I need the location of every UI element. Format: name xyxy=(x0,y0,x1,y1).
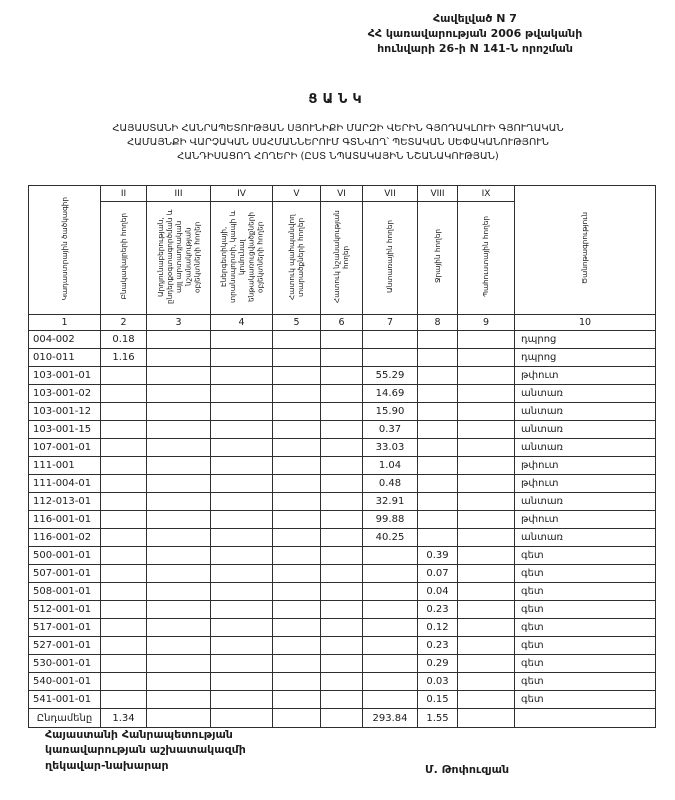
cell-infrastructure xyxy=(211,655,273,673)
header-reserve-lands xyxy=(458,202,515,315)
cell-reserve xyxy=(458,709,515,728)
roman-numeral: V xyxy=(273,186,321,202)
header-water-lands xyxy=(418,202,458,315)
cell-industrial xyxy=(147,403,211,421)
cell-settlement xyxy=(101,457,147,475)
cell-cadastral-code: 103-001-15 xyxy=(29,421,101,439)
cell-water xyxy=(418,457,458,475)
table-row xyxy=(29,331,656,349)
cell-water xyxy=(418,511,458,529)
cell-remark: գետ xyxy=(515,691,656,709)
cell-protected xyxy=(273,529,321,547)
cell-forest: 0.37 xyxy=(363,421,418,439)
header-special-purpose-lands-label: Հատուկ նշանակության հողեր xyxy=(332,210,351,303)
cell-settlement xyxy=(101,673,147,691)
column-number: 4 xyxy=(211,315,273,331)
cell-reserve xyxy=(458,601,515,619)
table-row xyxy=(29,421,656,439)
table-row xyxy=(29,547,656,565)
cell-infrastructure xyxy=(211,547,273,565)
cell-special xyxy=(321,583,363,601)
cell-water: 0.23 xyxy=(418,637,458,655)
cell-special xyxy=(321,475,363,493)
cell-water: 0.15 xyxy=(418,691,458,709)
cell-reserve xyxy=(458,457,515,475)
cell-settlement xyxy=(101,385,147,403)
cell-reserve xyxy=(458,511,515,529)
cell-settlement xyxy=(101,421,147,439)
cell-protected xyxy=(273,709,321,728)
cell-protected xyxy=(273,655,321,673)
cell-infrastructure xyxy=(211,637,273,655)
roman-numeral: VIII xyxy=(418,186,458,202)
cell-protected xyxy=(273,367,321,385)
roman-numeral: VI xyxy=(321,186,363,202)
total-row xyxy=(29,709,656,728)
cell-infrastructure xyxy=(211,439,273,457)
cell-protected xyxy=(273,349,321,367)
roman-numeral: IV xyxy=(211,186,273,202)
cell-protected xyxy=(273,637,321,655)
cell-industrial xyxy=(147,367,211,385)
column-number: 9 xyxy=(458,315,515,331)
table-row xyxy=(29,511,656,529)
cell-cadastral-code: 116-001-01 xyxy=(29,511,101,529)
subtitle-line: ՀԱՆԴԻՍԱՑՈՂ ՀՈՂԵՐԻ (ԸՍՏ ՆՊԱՏԱԿԱՅԻՆ ՆՇԱՆԱԿՈՒԹՅԱՆ) xyxy=(177,151,499,162)
cell-forest xyxy=(363,583,418,601)
cell-forest xyxy=(363,565,418,583)
cell-infrastructure xyxy=(211,691,273,709)
table-row xyxy=(29,601,656,619)
table-row xyxy=(29,637,656,655)
cell-industrial xyxy=(147,655,211,673)
cell-reserve xyxy=(458,547,515,565)
header-remark-label: Ծանոթագրություն xyxy=(580,212,590,285)
cell-infrastructure xyxy=(211,331,273,349)
cell-infrastructure xyxy=(211,349,273,367)
cell-industrial xyxy=(147,637,211,655)
cell-cadastral-code: 500-001-01 xyxy=(29,547,101,565)
cell-protected xyxy=(273,475,321,493)
cell-reserve xyxy=(458,673,515,691)
cell-settlement xyxy=(101,439,147,457)
cell-remark: գետ xyxy=(515,601,656,619)
cell-industrial xyxy=(147,349,211,367)
cell-reserve xyxy=(458,331,515,349)
cell-special xyxy=(321,457,363,475)
cell-forest: 99.88 xyxy=(363,511,418,529)
cell-remark: անտառ xyxy=(515,421,656,439)
cell-reserve xyxy=(458,583,515,601)
appendix-line: Հավելված N 7 xyxy=(433,12,517,25)
cell-water xyxy=(418,349,458,367)
cell-forest: 1.04 xyxy=(363,457,418,475)
cell-forest: 14.69 xyxy=(363,385,418,403)
column-number: 10 xyxy=(515,315,656,331)
cell-water: 0.23 xyxy=(418,601,458,619)
cell-remark: դպրոց xyxy=(515,349,656,367)
cell-remark: գետ xyxy=(515,547,656,565)
cell-industrial xyxy=(147,601,211,619)
column-number: 8 xyxy=(418,315,458,331)
cell-forest: 32.91 xyxy=(363,493,418,511)
cell-remark: թփուտ xyxy=(515,511,656,529)
land-register-table xyxy=(28,185,656,728)
table-row xyxy=(29,529,656,547)
cell-remark: անտառ xyxy=(515,493,656,511)
cell-industrial xyxy=(147,673,211,691)
cell-special xyxy=(321,619,363,637)
cell-protected xyxy=(273,691,321,709)
cell-industrial xyxy=(147,583,211,601)
cell-infrastructure xyxy=(211,511,273,529)
cell-protected xyxy=(273,673,321,691)
cell-cadastral-code: 010-011 xyxy=(29,349,101,367)
cell-infrastructure xyxy=(211,385,273,403)
cell-protected xyxy=(273,619,321,637)
page-title: ՑԱՆԿ xyxy=(308,92,367,107)
cell-forest xyxy=(363,349,418,367)
cell-forest xyxy=(363,331,418,349)
table-row xyxy=(29,439,656,457)
cell-forest xyxy=(363,637,418,655)
cell-industrial xyxy=(147,493,211,511)
cell-industrial xyxy=(147,421,211,439)
cell-settlement xyxy=(101,691,147,709)
cell-special xyxy=(321,349,363,367)
cell-forest xyxy=(363,691,418,709)
cell-special xyxy=(321,673,363,691)
table-row xyxy=(29,583,656,601)
cell-infrastructure xyxy=(211,673,273,691)
cell-cadastral-code: 530-001-01 xyxy=(29,655,101,673)
cell-remark: գետ xyxy=(515,565,656,583)
table-row xyxy=(29,457,656,475)
cell-forest xyxy=(363,601,418,619)
cell-industrial xyxy=(147,709,211,728)
table-row xyxy=(29,565,656,583)
cell-special xyxy=(321,655,363,673)
appendix-line: հունվարի 26-ի N 141-Ն որոշման xyxy=(377,41,573,55)
cell-reserve xyxy=(458,637,515,655)
cell-infrastructure xyxy=(211,565,273,583)
header-protected-lands xyxy=(273,202,321,315)
cell-cadastral-code: 527-001-01 xyxy=(29,637,101,655)
column-number: 5 xyxy=(273,315,321,331)
header-protected-lands-label: Հատուկ պահպանվող տարածքների հողեր xyxy=(287,213,306,300)
column-number: 1 xyxy=(29,315,101,331)
cell-infrastructure xyxy=(211,403,273,421)
column-number: 7 xyxy=(363,315,418,331)
cell-industrial xyxy=(147,511,211,529)
table-row xyxy=(29,349,656,367)
cell-industrial xyxy=(147,547,211,565)
appendix-line: ՀՀ կառավարության 2006 թվականի xyxy=(367,26,583,40)
cell-special xyxy=(321,367,363,385)
header-industrial-lands xyxy=(147,202,211,315)
cell-water xyxy=(418,475,458,493)
cell-settlement xyxy=(101,475,147,493)
total-label: Ընդամենը xyxy=(29,709,101,728)
cell-infrastructure xyxy=(211,619,273,637)
cell-remark xyxy=(515,709,656,728)
header-forest-lands xyxy=(363,202,418,315)
cell-industrial xyxy=(147,457,211,475)
cell-infrastructure xyxy=(211,367,273,385)
cell-water xyxy=(418,421,458,439)
cell-settlement xyxy=(101,637,147,655)
cell-cadastral-code: 004-002 xyxy=(29,331,101,349)
header-water-lands-label: Ջրային հողեր xyxy=(432,229,442,284)
cell-cadastral-code: 103-001-12 xyxy=(29,403,101,421)
cell-protected xyxy=(273,565,321,583)
cell-protected xyxy=(273,457,321,475)
signatory-name: Մ. Թոփուզյան xyxy=(425,763,510,776)
cell-water xyxy=(418,403,458,421)
roman-numeral: VII xyxy=(363,186,418,202)
cell-settlement xyxy=(101,565,147,583)
cell-reserve xyxy=(458,475,515,493)
cell-settlement xyxy=(101,601,147,619)
cell-water: 0.39 xyxy=(418,547,458,565)
cell-forest xyxy=(363,619,418,637)
cell-remark: անտառ xyxy=(515,529,656,547)
appendix-header xyxy=(295,12,655,57)
header-settlement-lands-label: Բնակավայրերի հողեր xyxy=(118,213,128,300)
cell-cadastral-code: 111-004-01 xyxy=(29,475,101,493)
cell-forest xyxy=(363,673,418,691)
header-infrastructure-lands xyxy=(211,202,273,315)
cell-forest: 40.25 xyxy=(363,529,418,547)
cell-forest: 0.48 xyxy=(363,475,418,493)
cell-infrastructure xyxy=(211,421,273,439)
cell-remark: գետ xyxy=(515,619,656,637)
cell-infrastructure xyxy=(211,493,273,511)
cell-water xyxy=(418,385,458,403)
cell-settlement xyxy=(101,493,147,511)
cell-infrastructure xyxy=(211,457,273,475)
cell-settlement xyxy=(101,367,147,385)
cell-industrial xyxy=(147,565,211,583)
cell-special xyxy=(321,601,363,619)
cell-protected xyxy=(273,547,321,565)
column-number: 2 xyxy=(101,315,147,331)
cell-special xyxy=(321,709,363,728)
cell-infrastructure xyxy=(211,529,273,547)
cell-special xyxy=(321,493,363,511)
signatory-title-block xyxy=(45,727,345,773)
cell-water: 0.29 xyxy=(418,655,458,673)
cell-industrial xyxy=(147,529,211,547)
cell-remark: գետ xyxy=(515,637,656,655)
cell-remark: անտառ xyxy=(515,385,656,403)
cell-reserve xyxy=(458,385,515,403)
cell-cadastral-code: 103-001-01 xyxy=(29,367,101,385)
cell-cadastral-code: 112-013-01 xyxy=(29,493,101,511)
subtitle-line: ՀԱՄԱՅՆՔԻ ՎԱՐՉԱԿԱՆ ՍԱՀՄԱՆՆԵՐՈՒՄ ԳՏՆՎՈՂ՝ ՊԵՏԱԿԱՆ ՍԵՓԱԿԱՆՈՒԹՅՈՒՆ xyxy=(127,137,549,148)
signatory-title-line: Հայաստանի Հանրապետության xyxy=(45,728,233,741)
cell-water: 0.07 xyxy=(418,565,458,583)
cell-special xyxy=(321,565,363,583)
cell-settlement xyxy=(101,529,147,547)
cell-settlement xyxy=(101,619,147,637)
cell-cadastral-code: 116-001-02 xyxy=(29,529,101,547)
cell-remark: գետ xyxy=(515,655,656,673)
cell-cadastral-code: 512-001-01 xyxy=(29,601,101,619)
cell-settlement xyxy=(101,547,147,565)
roman-numeral: III xyxy=(147,186,211,202)
cell-protected xyxy=(273,331,321,349)
cell-protected xyxy=(273,439,321,457)
roman-numeral-row xyxy=(29,186,656,202)
header-cadastral-code xyxy=(29,186,101,315)
cell-remark: գետ xyxy=(515,673,656,691)
cell-cadastral-code: 111-001 xyxy=(29,457,101,475)
cell-forest: 33.03 xyxy=(363,439,418,457)
cell-forest: 55.29 xyxy=(363,367,418,385)
cell-infrastructure xyxy=(211,709,273,728)
roman-numeral: II xyxy=(101,186,147,202)
cell-infrastructure xyxy=(211,601,273,619)
table-row xyxy=(29,475,656,493)
cell-forest: 15.90 xyxy=(363,403,418,421)
page-subtitle xyxy=(28,122,648,164)
cell-remark: թփուտ xyxy=(515,457,656,475)
cell-special xyxy=(321,331,363,349)
cell-protected xyxy=(273,493,321,511)
cell-reserve xyxy=(458,403,515,421)
cell-special xyxy=(321,511,363,529)
cell-industrial xyxy=(147,475,211,493)
table-row xyxy=(29,493,656,511)
cell-reserve xyxy=(458,493,515,511)
table-row xyxy=(29,367,656,385)
column-number: 6 xyxy=(321,315,363,331)
cell-industrial xyxy=(147,619,211,637)
table-row xyxy=(29,619,656,637)
cell-reserve xyxy=(458,655,515,673)
subtitle-line: ՀԱՅԱՍՏԱՆԻ ՀԱՆՐԱՊԵՏՈՒԹՅԱՆ ՍՅՈՒՆԻՔԻ ՄԱՐԶԻ ՎԵՐԻՆ ԳՅՈԴԱԿԼՈՒԻ ԳՅՈՒՂԱԿԱՆ xyxy=(112,123,564,134)
cell-forest xyxy=(363,547,418,565)
cell-water xyxy=(418,439,458,457)
table-row xyxy=(29,673,656,691)
cell-special xyxy=(321,529,363,547)
header-remark xyxy=(515,186,656,315)
cell-settlement xyxy=(101,403,147,421)
header-infrastructure-lands-label: Էներգետիկայի, տրանսպորտի, կապի և կոմունալ ենթակառուցվածքների օբյեկտների հողեր xyxy=(218,210,265,303)
cell-special xyxy=(321,385,363,403)
header-settlement-lands xyxy=(101,202,147,315)
cell-water xyxy=(418,529,458,547)
cell-protected xyxy=(273,511,321,529)
cell-settlement: 0.18 xyxy=(101,331,147,349)
cell-reserve xyxy=(458,565,515,583)
cell-settlement: 1.16 xyxy=(101,349,147,367)
header-forest-lands-label: Անտառային հողեր xyxy=(385,220,395,293)
table-row xyxy=(29,403,656,421)
cell-remark: թփուտ xyxy=(515,367,656,385)
cell-special xyxy=(321,403,363,421)
signatory-title-line: ղեկավար-նախարար xyxy=(45,758,169,772)
cell-water: 1.55 xyxy=(418,709,458,728)
cell-cadastral-code: 507-001-01 xyxy=(29,565,101,583)
cell-special xyxy=(321,547,363,565)
column-number: 3 xyxy=(147,315,211,331)
cell-forest: 293.84 xyxy=(363,709,418,728)
cell-reserve xyxy=(458,691,515,709)
cell-cadastral-code: 107-001-01 xyxy=(29,439,101,457)
cell-reserve xyxy=(458,367,515,385)
header-special-purpose-lands xyxy=(321,202,363,315)
cell-special xyxy=(321,637,363,655)
cell-reserve xyxy=(458,421,515,439)
header-industrial-lands-label: Արդյունաբերության, ընդերքօգտագործման և այլ արտադրական նշանակության օբյեկտների հողեր xyxy=(155,209,202,304)
cell-special xyxy=(321,421,363,439)
signatory-title-line: կառավարության աշխատակազմի xyxy=(45,743,246,757)
cell-settlement xyxy=(101,655,147,673)
cell-cadastral-code: 541-001-01 xyxy=(29,691,101,709)
column-number-row xyxy=(29,315,656,331)
cell-settlement xyxy=(101,583,147,601)
cell-industrial xyxy=(147,439,211,457)
cell-remark: անտառ xyxy=(515,439,656,457)
cell-water: 0.03 xyxy=(418,673,458,691)
cell-industrial xyxy=(147,691,211,709)
cell-water xyxy=(418,331,458,349)
table-row xyxy=(29,385,656,403)
cell-protected xyxy=(273,601,321,619)
cell-protected xyxy=(273,421,321,439)
cell-reserve xyxy=(458,619,515,637)
cell-reserve xyxy=(458,529,515,547)
cell-reserve xyxy=(458,349,515,367)
cell-cadastral-code: 517-001-01 xyxy=(29,619,101,637)
cell-remark: անտառ xyxy=(515,403,656,421)
cell-remark: թփուտ xyxy=(515,475,656,493)
cell-protected xyxy=(273,385,321,403)
cell-protected xyxy=(273,403,321,421)
cell-special xyxy=(321,439,363,457)
cell-cadastral-code: 508-001-01 xyxy=(29,583,101,601)
cell-cadastral-code: 103-001-02 xyxy=(29,385,101,403)
header-cadastral-code-label: Կադաստրային ծածկագիր xyxy=(59,196,69,301)
cell-settlement: 1.34 xyxy=(101,709,147,728)
cell-industrial xyxy=(147,331,211,349)
cell-remark: դպրոց xyxy=(515,331,656,349)
cell-cadastral-code: 540-001-01 xyxy=(29,673,101,691)
cell-reserve xyxy=(458,439,515,457)
cell-infrastructure xyxy=(211,583,273,601)
cell-industrial xyxy=(147,385,211,403)
cell-forest xyxy=(363,655,418,673)
table-row xyxy=(29,691,656,709)
cell-remark: գետ xyxy=(515,583,656,601)
header-reserve-lands-label: Պահուստային հողեր xyxy=(481,216,491,297)
cell-water xyxy=(418,493,458,511)
cell-water: 0.04 xyxy=(418,583,458,601)
cell-protected xyxy=(273,583,321,601)
cell-special xyxy=(321,691,363,709)
cell-settlement xyxy=(101,511,147,529)
table-row xyxy=(29,655,656,673)
cell-water xyxy=(418,367,458,385)
cell-water: 0.12 xyxy=(418,619,458,637)
roman-numeral: IX xyxy=(458,186,515,202)
cell-infrastructure xyxy=(211,475,273,493)
